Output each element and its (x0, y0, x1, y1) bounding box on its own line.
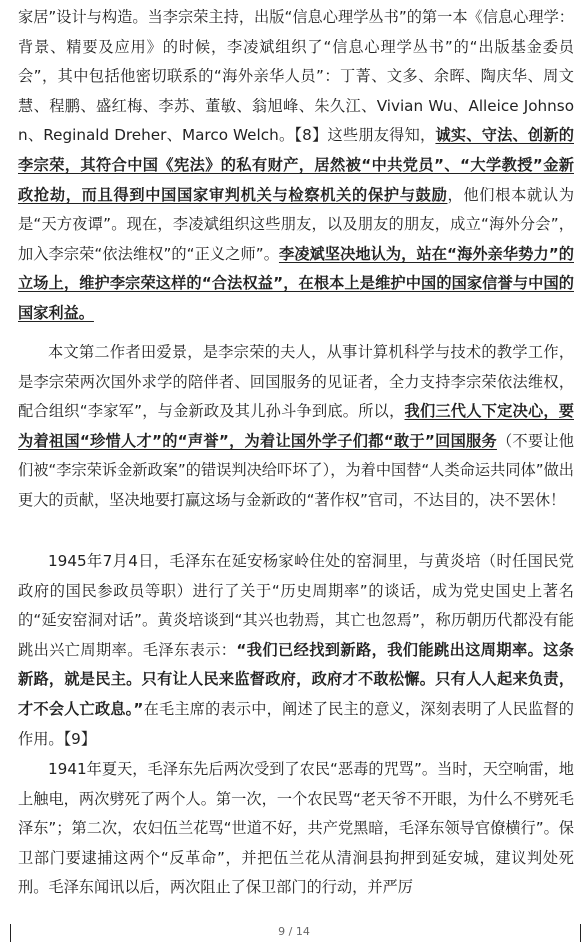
text-segment: 本文第二作者田爱景，是李宗荣的夫人，从事计算机科学与技术的教学工作，是李宗荣两次国外求学的陪伴者、回国服务的见证者，全力支持李宗荣依法维权，配合组织“李家军”，与金新政及其儿孙斗争到底。所以， (18, 343, 574, 421)
text-segment: “我们已经找到新路，我们能跳出这周期率。这条新路，就是民主。只有让人民来监督政府，政府才不敢松懈。只有人人起来负责，才不会人亡政息。” (18, 640, 574, 718)
text-segment: ，他们根本就认为是“天方夜谭”。现在，李凌斌组织这些朋友，以及朋友的朋友，成立“海外分会”，加入李宗荣“依法维权”的“正义之师”。 (18, 185, 574, 263)
text-segment: 1941年夏天，毛泽东先后两次受到了农民“恶毒的咒骂”。当时，天空响雷，地上触电，两次劈死了两个人。第一次，一个农民骂“老天爷不开眼，为什么不劈死毛泽东”；第二次，农妇伍兰花骂“世道不好，共产党黑暗，毛泽东领导官僚横行”。保卫部门要逮捕这两个“反革命”，并把伍兰花从清涧县拘押到延安城，建议判处死刑。毛泽东闻讯以后，两次阻止了保卫部门的行动，并严厉 (18, 760, 574, 897)
paragraph-3 (18, 547, 574, 754)
text-segment: 诚实、守法、创新的李宗荣，其符合中国《宪法》的私有财产，居然被“中共党员”、“大学教授”金新政抢劫，而且得到中国国家审判机关与检察机关的保护与鼓励 (18, 126, 574, 204)
paragraph-2 (18, 338, 574, 516)
page-indicator: 9 / 14 (278, 925, 310, 938)
text-segment: 李凌斌坚决地认为，站在“海外亲华势力”的立场上，维护李宗荣这样的“合法权益”，在根本上是维护中国的国家信誉与中国的国家利益。 (18, 244, 574, 322)
paragraph-4 (18, 755, 574, 903)
text-segment: 我们三代人下定决心，要为着祖国“珍惜人才”的“声誉”，为着让国外学子们都“敢于”回国服务 (18, 402, 574, 450)
text-segment: （不要让他们被“李宗荣诉金新政案”的错误判决给吓坏了），为着中国替“人类命运共同体”做出更大的贡献，坚决地要打赢这场与金新政的“著作权”官司，不达目的，决不罢休！ (18, 431, 574, 509)
text-segment: 1945年7月4日，毛泽东在延安杨家岭住处的窑洞里，与黄炎培（时任国民党政府的国民参政员等职）进行了关于“历史周期率”的谈话，成为党史国史上著名的“延安窑洞对话”。黄炎培谈到“其兴也勃焉，其亡也忽焉”，称历朝历代都没有能跳出兴亡周期率。毛泽东表示： (18, 552, 574, 659)
text-segment: 在毛主席的表示中，阐述了民主的意义，深刻表明了人民监督的作用。【9】 (18, 699, 574, 748)
text-segment: 家居”设计与构造。当李宗荣主持，出版“信息心理学丛书”的第一本《信息心理学：背景、精要及应用》的时候，李凌斌组织了“信息心理学丛书”的“出版基金委员会”，其中包括他密切联系的“海外亲华人员”：丁菁、文多、余晖、陶庆华、周文慧、程鹏、盛红梅、李苏、董敏、翁旭峰、朱久江、Vivian Wu、Alleice Johnson、Reginald Dreher、Marco Welch。【8】这些朋友得知， (18, 8, 574, 145)
paragraph-1 (18, 3, 574, 329)
